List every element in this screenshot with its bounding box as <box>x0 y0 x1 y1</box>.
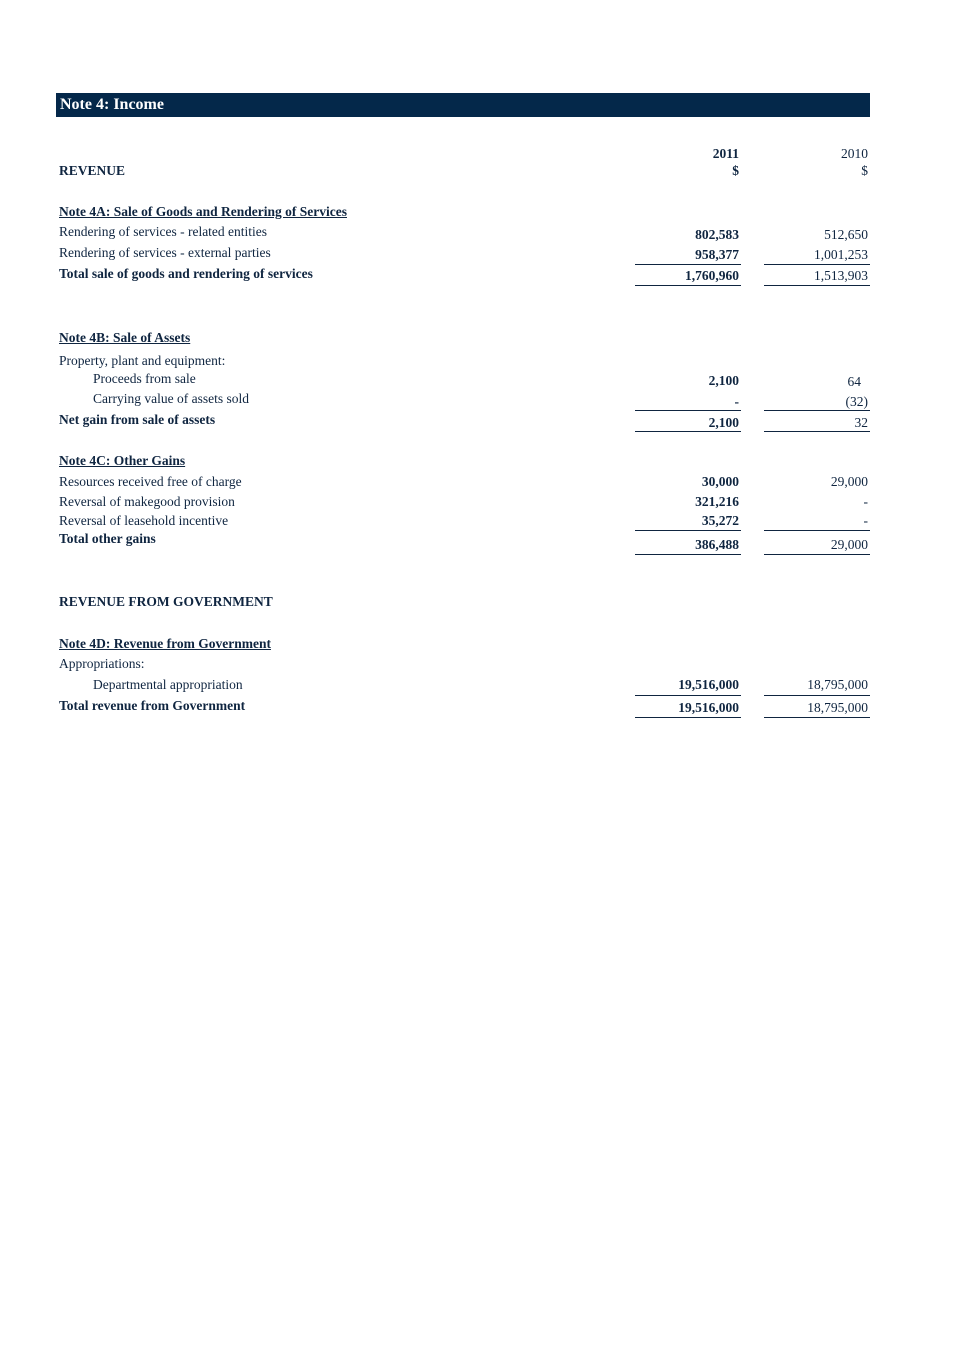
row-value-2011: 35,272 <box>701 513 739 528</box>
total-value-2011: 2,100 <box>708 415 739 430</box>
row-label: Reversal of makegood provision <box>59 494 235 509</box>
note-4b-subheading: Property, plant and equipment: <box>59 353 226 368</box>
revenue-heading: REVENUE <box>59 163 126 178</box>
subtotal-rule <box>764 695 870 696</box>
row-value-2010: (32) <box>845 394 868 409</box>
year-2011-header: 2011 <box>712 146 739 161</box>
row-label: Rendering of services - related entities <box>59 224 268 239</box>
total-rule <box>764 285 870 286</box>
row-value-2011: 19,516,000 <box>678 677 739 692</box>
row-label: Rendering of services - external parties <box>59 245 271 260</box>
row-value-2010: 1,001,253 <box>814 247 868 262</box>
note-4d-subheading: Appropriations: <box>59 656 145 671</box>
total-value-2010: 32 <box>854 415 868 430</box>
row-label: Reversal of leasehold incentive <box>59 513 229 528</box>
total-value-2011: 386,488 <box>695 537 739 552</box>
unit-2011-header: $ <box>732 163 739 178</box>
total-value-2010: 18,795,000 <box>807 700 868 715</box>
total-rule <box>635 717 741 718</box>
row-value-2010: 29,000 <box>830 474 868 489</box>
total-value-2010: 1,513,903 <box>814 268 868 283</box>
row-value-2010: - <box>863 513 868 528</box>
row-value-2011: 321,216 <box>695 494 739 509</box>
row-label: Resources received free of charge <box>59 474 242 489</box>
total-rule <box>635 431 741 432</box>
total-rule <box>635 285 741 286</box>
row-value-2010: 18,795,000 <box>807 677 868 692</box>
subtotal-rule <box>635 264 741 265</box>
row-value-2010: 512,650 <box>824 227 868 242</box>
row-label: Departmental appropriation <box>93 677 243 692</box>
subtotal-rule <box>635 530 741 531</box>
note-4d-title: Note 4D: Revenue from Government <box>59 636 271 651</box>
total-label: Total sale of goods and rendering of services <box>59 266 313 281</box>
row-value-2011: 802,583 <box>695 227 739 242</box>
subtotal-rule <box>764 530 870 531</box>
gov-heading: REVENUE FROM GOVERNMENT <box>59 594 273 609</box>
total-label: Total other gains <box>59 531 156 546</box>
total-value-2011: 1,760,960 <box>685 268 739 283</box>
total-value-2010: 29,000 <box>830 537 868 552</box>
total-label: Total revenue from Government <box>59 698 246 713</box>
row-value-2011: 2,100 <box>708 373 739 388</box>
total-rule <box>764 431 870 432</box>
total-rule <box>764 717 870 718</box>
subtotal-rule <box>635 410 741 411</box>
subtotal-rule <box>764 410 870 411</box>
row-value-2011: 958,377 <box>695 247 739 262</box>
row-label: Proceeds from sale <box>93 371 196 386</box>
total-rule <box>764 554 870 555</box>
note-4a-title: Note 4A: Sale of Goods and Rendering of Services <box>59 204 347 219</box>
total-rule <box>635 554 741 555</box>
subtotal-rule <box>764 264 870 265</box>
unit-2010-header: $ <box>861 163 868 178</box>
row-value-2010: - <box>863 494 868 509</box>
row-value-2010: 64 <box>847 374 861 389</box>
note-4b-title: Note 4B: Sale of Assets <box>59 330 191 345</box>
row-value-2011: 30,000 <box>701 474 739 489</box>
total-value-2011: 19,516,000 <box>678 700 739 715</box>
year-2010-header: 2010 <box>841 146 868 161</box>
note-4c-title: Note 4C: Other Gains <box>59 453 186 468</box>
total-label: Net gain from sale of assets <box>59 412 216 427</box>
note-title: Note 4: Income <box>56 93 870 117</box>
subtotal-rule <box>635 695 741 696</box>
row-value-2011: - <box>734 394 739 409</box>
row-label: Carrying value of assets sold <box>93 391 249 406</box>
